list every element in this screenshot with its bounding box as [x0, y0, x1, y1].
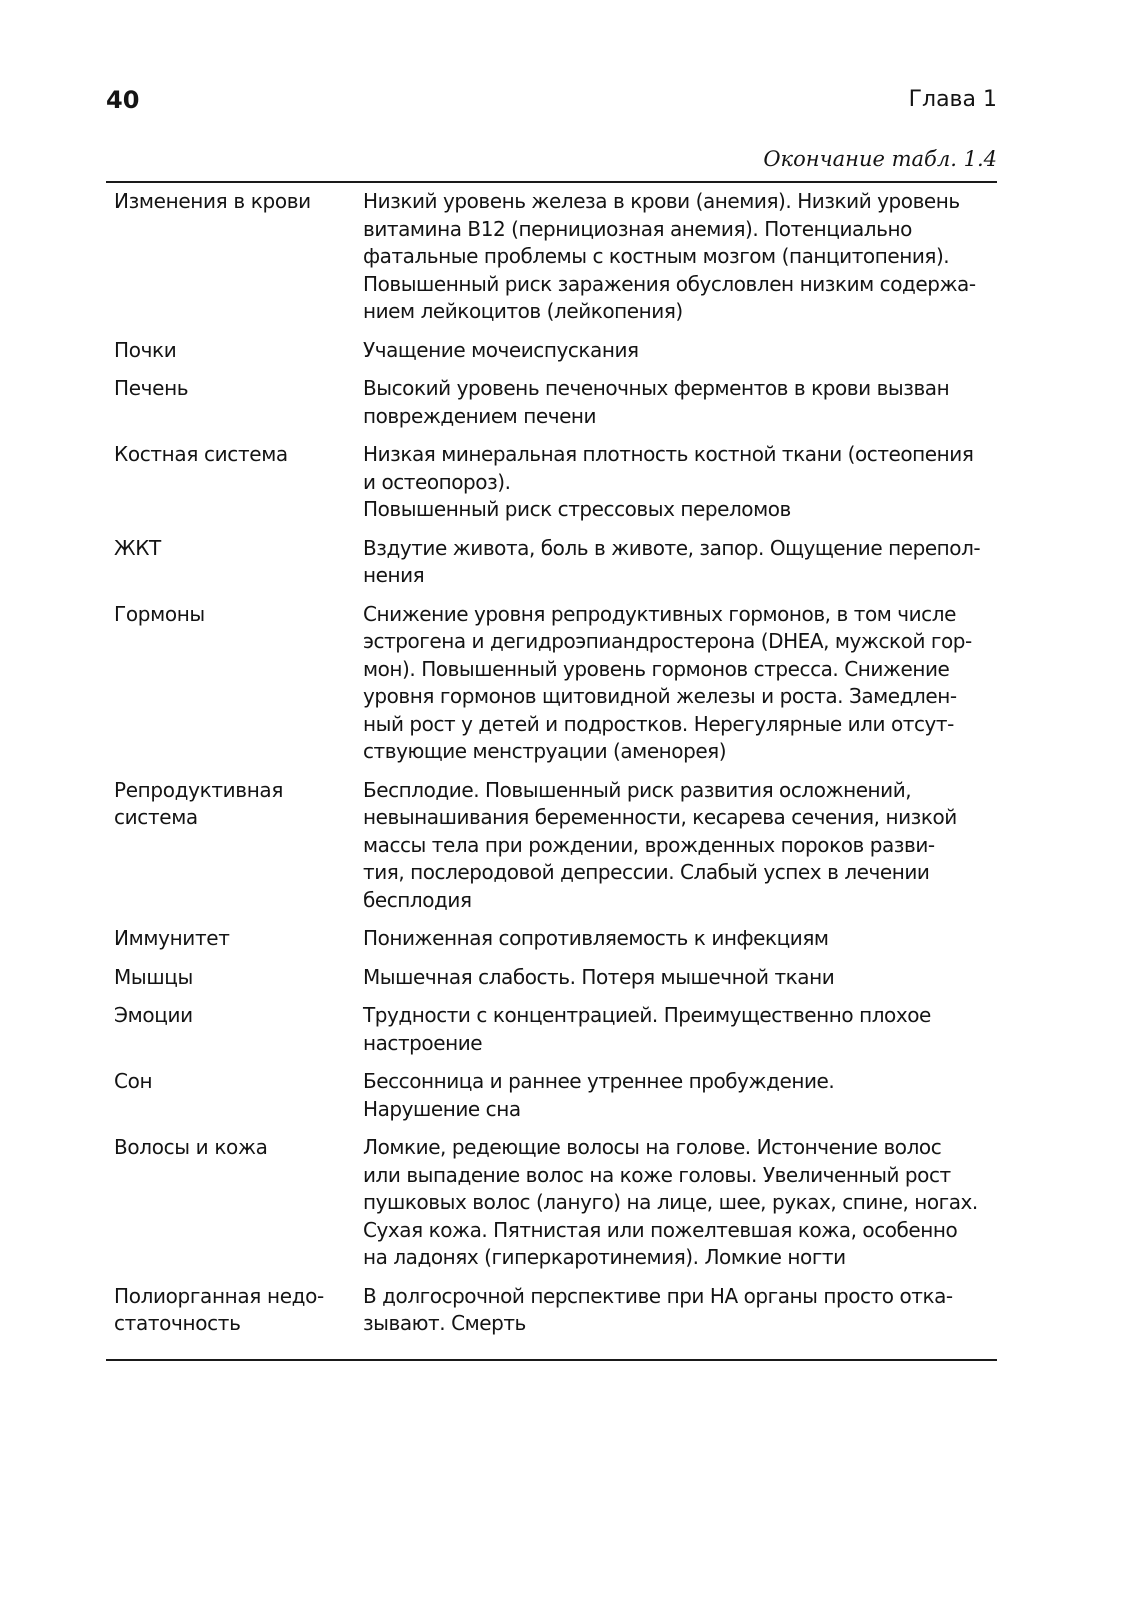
effect-cell [363, 925, 989, 953]
organ-cell [114, 925, 363, 953]
effect-line: Пониженная сопротивляемость к инфекциям [363, 926, 829, 950]
effect-line: эстрогена и дегидроэпиандростерона (DHEA, мужской гор- [363, 629, 972, 653]
effect-cell [363, 777, 989, 915]
effect-cell [363, 337, 989, 365]
table-row [114, 1134, 990, 1272]
effect-cell [363, 601, 989, 766]
effect-cell [363, 964, 989, 992]
organ-line: Репродуктивная [114, 777, 284, 802]
organ-cell [114, 1283, 363, 1338]
effect-line: Бесплодие. Повышенный риск развития осложнений, [363, 777, 912, 802]
effect-line: настроение [363, 1030, 483, 1055]
table-row [114, 441, 990, 524]
organ-line: Костная система [114, 442, 288, 466]
effect-line: Сухая кожа. Пятнистая или пожелтевшая кожа, особенно [363, 1217, 958, 1242]
effect-line: тия, послеродовой депрессии. Слабый успех в лечении [363, 860, 930, 884]
organ-cell [114, 777, 363, 915]
effect-line: массы тела при рождении, врожденных пороков разви- [363, 832, 935, 857]
table-row [114, 777, 990, 915]
table-row [114, 1002, 990, 1057]
organ-line: Изменения в крови [114, 189, 311, 213]
effect-line: Высокий уровень печеночных ферментов в крови вызван [363, 376, 950, 400]
table-row [114, 1068, 990, 1123]
effect-cell [363, 1068, 989, 1123]
organ-line: Сон [114, 1069, 153, 1093]
table-caption: Окончание табл. 1.4 [763, 147, 997, 171]
organ-line: Мышцы [114, 964, 194, 989]
table-row [114, 375, 990, 430]
chapter-title: Глава 1 [908, 87, 997, 112]
table-top-rule [106, 181, 997, 183]
organ-cell [114, 337, 363, 365]
effect-line: бесплодия [363, 887, 472, 912]
organ-cell [114, 964, 363, 992]
effect-cell [363, 188, 989, 326]
effect-cell [363, 375, 989, 430]
organ-cell [114, 441, 363, 524]
organ-cell [114, 188, 363, 326]
effect-line: уровня гормонов щитовидной железы и роста. Замедлен- [363, 684, 957, 708]
organ-line: ЖКТ [114, 535, 161, 560]
effect-line: Ломкие, редеющие волосы на голове. Истончение волос [363, 1135, 942, 1159]
effect-line: или выпадение волос на коже головы. Увеличенный рост [363, 1162, 951, 1187]
effect-line: Низкий уровень железа в крови (анемия). Низкий уровень [363, 189, 960, 213]
effect-cell [363, 441, 989, 524]
effect-cell [363, 1134, 989, 1272]
symptom-table [114, 188, 990, 1338]
organ-line: Волосы и кожа [114, 1135, 268, 1159]
table-row [114, 535, 990, 590]
organ-line: Гормоны [114, 601, 205, 626]
table-row [114, 188, 990, 326]
effect-line: Бессонница и раннее утреннее пробуждение. [363, 1069, 835, 1093]
effect-line: ствующие менструации (аменорея) [363, 739, 727, 763]
effect-line: и остеопороз). [363, 469, 511, 494]
organ-line: Почки [114, 337, 177, 362]
effect-line: фатальные проблемы с костным мозгом (панцитопения). [363, 244, 950, 268]
organ-cell [114, 601, 363, 766]
effect-cell [363, 535, 989, 590]
effect-line: нения [363, 563, 425, 587]
organ-cell [114, 375, 363, 430]
effect-line: В долгосрочной перспективе при НА органы просто отка- [363, 1283, 953, 1308]
effect-line: Вздутие живота, боль в животе, запор. Ощущение перепол- [363, 535, 981, 560]
effect-line: пушковых волос (лануго) на лице, шее, руках, спине, ногах. [363, 1190, 978, 1214]
table-row [114, 601, 990, 766]
effect-line: мон). Повышенный уровень гормонов стресса. Снижение [363, 656, 950, 681]
page-number: 40 [106, 86, 140, 114]
table-row [114, 925, 990, 953]
organ-cell [114, 1068, 363, 1123]
effect-line: Снижение уровня репродуктивных гормонов, в том числе [363, 601, 956, 626]
effect-line: витамина B12 (пернициозная анемия). Потенциально [363, 216, 912, 241]
organ-line: Иммунитет [114, 926, 230, 950]
table-bottom-rule [106, 1359, 997, 1361]
organ-line: система [114, 805, 198, 829]
organ-line: Эмоции [114, 1003, 193, 1027]
effect-line: Нарушение сна [363, 1096, 521, 1121]
table-row [114, 1283, 990, 1338]
organ-line: статочность [114, 1311, 241, 1335]
effect-line: зывают. Смерть [363, 1311, 526, 1335]
effect-line: повреждением печени [363, 403, 597, 428]
organ-cell [114, 535, 363, 590]
effect-line: ный рост у детей и подростков. Нерегулярные или отсут- [363, 711, 954, 736]
table-row [114, 337, 990, 365]
effect-line: Повышенный риск заражения обусловлен низким содержа- [363, 271, 976, 296]
effect-line: Мышечная слабость. Потеря мышечной ткани [363, 964, 835, 989]
effect-line: на ладонях (гиперкаротинемия). Ломкие ногти [363, 1245, 846, 1269]
table-row [114, 964, 990, 992]
effect-line: невынашивания беременности, кесарева сечения, низкой [363, 805, 957, 829]
organ-cell [114, 1002, 363, 1057]
effect-cell [363, 1283, 989, 1338]
effect-cell [363, 1002, 989, 1057]
organ-line: Полиорганная недо- [114, 1283, 324, 1308]
effect-line: Учащение мочеиспускания [363, 337, 639, 362]
organ-cell [114, 1134, 363, 1272]
organ-line: Печень [114, 376, 189, 400]
effect-line: нием лейкоцитов (лейкопения) [363, 299, 683, 323]
effect-line: Низкая минеральная плотность костной ткани (остеопения [363, 442, 974, 466]
effect-line: Трудности с концентрацией. Преимущественно плохое [363, 1003, 931, 1027]
effect-line: Повышенный риск стрессовых переломов [363, 497, 791, 521]
